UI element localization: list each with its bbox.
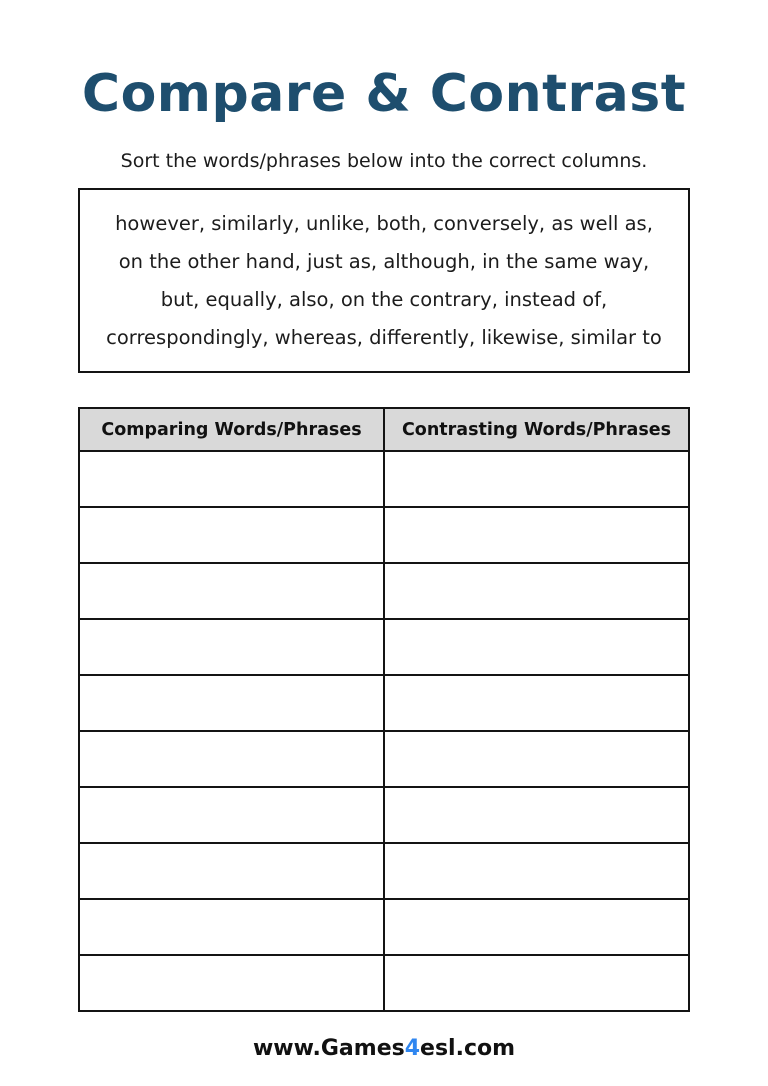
answer-cell[interactable] <box>79 955 384 1011</box>
website-url-accent: 4 <box>404 1036 421 1061</box>
table-row <box>79 675 689 731</box>
answer-cell[interactable] <box>79 451 384 507</box>
table-row <box>79 451 689 507</box>
column-header-comparing: Comparing Words/Phrases <box>79 408 384 451</box>
table-row <box>79 955 689 1011</box>
column-header-contrasting: Contrasting Words/Phrases <box>384 408 689 451</box>
answer-cell[interactable] <box>384 955 689 1011</box>
word-bank-line: however, similarly, unlike, both, conversely, as well as, <box>115 211 653 235</box>
answer-cell[interactable] <box>79 619 384 675</box>
answer-cell[interactable] <box>384 731 689 787</box>
word-bank-line: correspondingly, whereas, differently, likewise, similar to <box>106 325 662 349</box>
answer-cell[interactable] <box>79 899 384 955</box>
sorting-table <box>78 407 690 1012</box>
answer-cell[interactable] <box>79 563 384 619</box>
table-body <box>79 451 689 1011</box>
answer-cell[interactable] <box>384 507 689 563</box>
answer-cell[interactable] <box>79 675 384 731</box>
answer-cell[interactable] <box>384 899 689 955</box>
answer-cell[interactable] <box>384 787 689 843</box>
table-row <box>79 619 689 675</box>
answer-cell[interactable] <box>79 787 384 843</box>
word-bank-line: but, equally, also, on the contrary, instead of, <box>160 287 608 311</box>
table-row <box>79 563 689 619</box>
table-row <box>79 899 689 955</box>
page-title: Compare & Contrast <box>81 64 687 124</box>
instructions-text: Sort the words/phrases below into the correct columns. <box>120 150 648 172</box>
website-url-suffix: esl.com <box>420 1036 516 1061</box>
answer-cell[interactable] <box>384 451 689 507</box>
website-url <box>0 1036 768 1061</box>
table-row <box>79 787 689 843</box>
answer-cell[interactable] <box>384 619 689 675</box>
answer-cell[interactable] <box>384 843 689 899</box>
answer-cell[interactable] <box>79 843 384 899</box>
answer-cell[interactable] <box>384 675 689 731</box>
table-row <box>79 731 689 787</box>
answer-cell[interactable] <box>79 507 384 563</box>
table-row <box>79 843 689 899</box>
word-bank-line: on the other hand, just as, although, in the same way, <box>118 249 650 273</box>
answer-cell[interactable] <box>79 731 384 787</box>
table-row <box>79 507 689 563</box>
answer-cell[interactable] <box>384 563 689 619</box>
website-url-prefix: www.Games <box>252 1036 405 1061</box>
table-header-row <box>79 408 689 451</box>
word-bank-box <box>78 188 690 373</box>
